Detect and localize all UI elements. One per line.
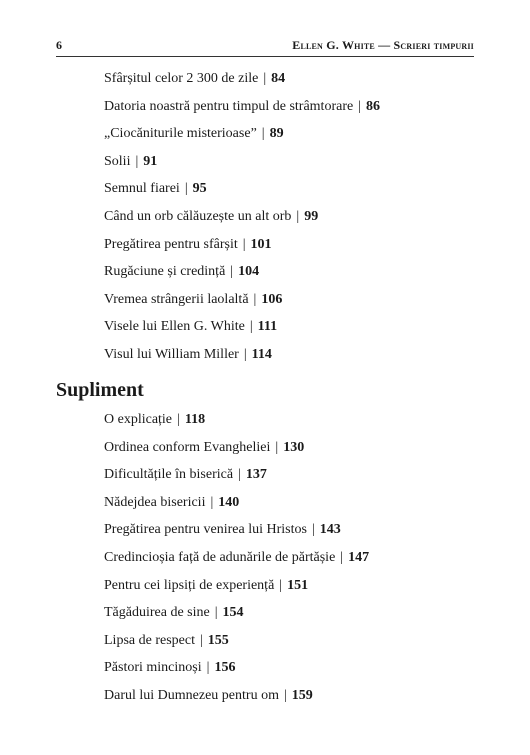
toc-entry-title: Ordinea conform Evangheliei [104, 439, 271, 455]
toc-entry[interactable] [104, 318, 380, 346]
running-title: Ellen G. White — Scrieri timpurii [292, 38, 474, 52]
toc-entry-page: 111 [257, 319, 278, 335]
toc-separator: | [243, 346, 247, 362]
toc-separator: | [230, 264, 234, 280]
toc-entry-title: Solii [104, 153, 131, 169]
toc-entry-title: „Ciocăniturile misterioase” [104, 126, 257, 142]
toc-entry-page: 156 [214, 660, 236, 676]
toc-separator: | [253, 291, 257, 307]
toc-entry[interactable] [104, 180, 380, 208]
toc-separator: | [242, 236, 246, 252]
toc-entry-page: 101 [250, 236, 272, 252]
toc-entry-title: O explicație [104, 412, 173, 427]
toc-entry[interactable] [104, 439, 369, 467]
toc-entry[interactable] [104, 291, 380, 319]
toc-entry-page: 95 [192, 181, 207, 197]
toc-entry-page: 91 [143, 153, 158, 169]
toc-separator: | [210, 494, 214, 510]
toc-entry[interactable] [104, 346, 380, 374]
toc-separator: | [199, 632, 203, 648]
toc-entry-page: 106 [261, 291, 283, 307]
toc-entry[interactable] [104, 659, 369, 687]
toc-separator: | [238, 467, 241, 483]
toc-entry-page: 89 [269, 126, 284, 142]
toc-separator: | [263, 71, 267, 86]
running-head [56, 38, 474, 57]
toc-entry-title: Vremea strângerii laolaltă [104, 291, 249, 307]
toc-entry-title: Dificultățile în biserică [104, 467, 234, 483]
toc-entry-page: 130 [283, 439, 305, 455]
toc-entry-title: Păstori mincinoși [104, 660, 202, 676]
toc-entry-page: 137 [245, 467, 267, 483]
section-heading-supliment: Supliment [56, 379, 144, 401]
toc-separator: | [275, 439, 279, 455]
toc-separator: | [283, 687, 287, 703]
toc-entry[interactable] [104, 153, 380, 181]
toc-entry[interactable] [104, 263, 380, 291]
toc-separator: | [135, 153, 139, 169]
toc-separator: | [261, 126, 265, 142]
toc-entry[interactable] [104, 411, 369, 439]
toc-separator: | [358, 98, 362, 114]
toc-entry[interactable] [104, 236, 380, 264]
toc-entry-title: Nădejdea bisericii [104, 494, 206, 510]
toc-separator: | [206, 660, 210, 676]
toc-entry-title: Credincioșia față de adunările de părtășie [104, 549, 336, 565]
toc-entry[interactable] [104, 604, 369, 632]
toc-entry-page: 118 [184, 412, 206, 427]
toc-separator: | [184, 181, 188, 197]
toc-entry-page: 154 [222, 605, 244, 621]
toc-entry-title: Pregătirea pentru venirea lui Hristos [104, 522, 307, 538]
toc-entry-page: 147 [348, 549, 370, 565]
toc-entry-page: 84 [271, 71, 286, 86]
toc-list-main [104, 70, 380, 374]
toc-entry-page: 99 [304, 208, 319, 224]
toc-separator: | [214, 605, 218, 621]
toc-entry[interactable] [104, 98, 380, 126]
toc-separator: | [340, 549, 344, 565]
toc-entry-page: 86 [366, 98, 381, 114]
toc-entry-title: Pregătirea pentru sfârșit [104, 236, 238, 252]
toc-entry-page: 114 [251, 346, 272, 362]
toc-separator: | [279, 577, 283, 593]
toc-entry-title: Visele lui Ellen G. White [104, 319, 245, 335]
toc-entry-title: Când un orb călăuzește un alt orb [104, 208, 292, 224]
toc-entry-title: Pentru cei lipsiți de experiență [104, 577, 275, 593]
toc-entry-title: Tăgăduirea de sine [104, 605, 210, 621]
toc-entry-title: Lipsa de respect [104, 632, 195, 648]
toc-separator: | [249, 319, 253, 335]
toc-entry[interactable] [104, 208, 380, 236]
toc-entry[interactable] [104, 125, 380, 153]
toc-entry[interactable] [104, 549, 369, 577]
toc-separator: | [311, 522, 315, 538]
toc-list-supliment [104, 411, 369, 715]
toc-entry[interactable] [104, 632, 369, 660]
toc-entry-page: 143 [319, 522, 341, 538]
toc-entry-title: Visul lui William Miller [104, 346, 239, 362]
toc-entry[interactable] [104, 466, 369, 494]
toc-entry[interactable] [104, 577, 369, 605]
toc-entry[interactable] [104, 521, 369, 549]
toc-separator: | [177, 412, 180, 427]
toc-entry[interactable] [104, 687, 369, 715]
toc-entry-title: Datoria noastră pentru timpul de strâmtorare [104, 98, 354, 114]
toc-entry-title: Sfârșitul celor 2 300 de zile [104, 71, 259, 86]
toc-entry-page: 140 [218, 494, 240, 510]
toc-entry[interactable] [104, 70, 380, 98]
toc-entry-page: 151 [287, 577, 309, 593]
toc-entry-title: Rugăciune și credință [104, 264, 226, 280]
toc-entry-title: Darul lui Dumnezeu pentru om [104, 687, 279, 703]
toc-entry[interactable] [104, 494, 369, 522]
toc-separator: | [296, 208, 300, 224]
toc-entry-page: 104 [238, 264, 260, 280]
toc-entry-title: Semnul fiarei [104, 181, 180, 197]
toc-entry-page: 159 [291, 687, 313, 703]
toc-entry-page: 155 [207, 632, 229, 648]
page-number: 6 [56, 38, 62, 52]
